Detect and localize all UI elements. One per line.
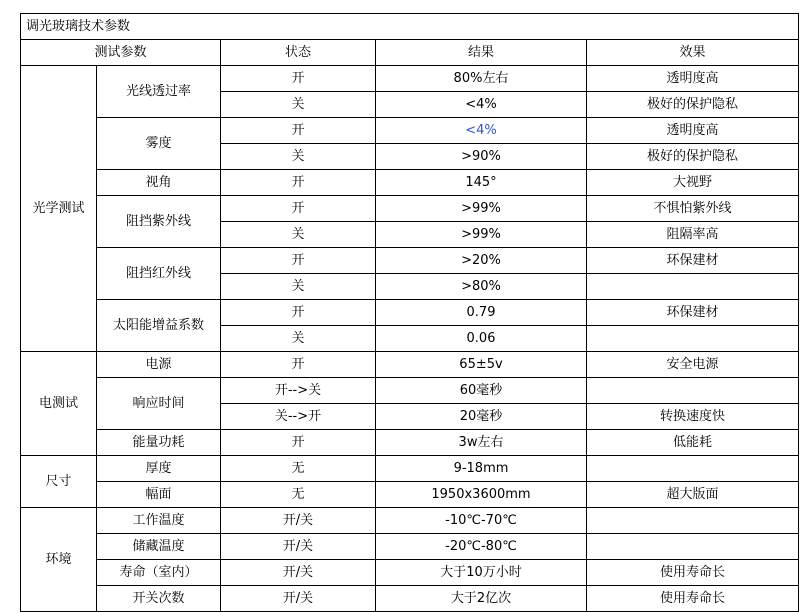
param-width: 幅面 bbox=[97, 482, 221, 508]
cell-state: 开 bbox=[221, 196, 376, 222]
header-row bbox=[21, 40, 799, 66]
cell-state: 开 bbox=[221, 430, 376, 456]
cell-effect: 环保建材 bbox=[587, 300, 799, 326]
param-transmittance: 光线透过率 bbox=[97, 66, 221, 118]
cell-result: >99% bbox=[376, 222, 587, 248]
cell-state: 开 bbox=[221, 66, 376, 92]
param-consumption: 能量功耗 bbox=[97, 430, 221, 456]
cell-result: 9-18mm bbox=[376, 456, 587, 482]
table-row bbox=[21, 456, 799, 482]
param-response: 响应时间 bbox=[97, 378, 221, 430]
cell-state: 无 bbox=[221, 456, 376, 482]
cell-result: 80%左右 bbox=[376, 66, 587, 92]
cell-result: >20% bbox=[376, 248, 587, 274]
cell-effect bbox=[587, 274, 799, 300]
group-size: 尺寸 bbox=[21, 456, 97, 508]
cell-effect bbox=[587, 456, 799, 482]
cell-result: 3w左右 bbox=[376, 430, 587, 456]
cell-effect bbox=[587, 534, 799, 560]
cell-effect: 大视野 bbox=[587, 170, 799, 196]
table-row bbox=[21, 248, 799, 274]
param-solar-gain: 太阳能增益系数 bbox=[97, 300, 221, 352]
cell-effect: 安全电源 bbox=[587, 352, 799, 378]
cell-effect: 阻隔率高 bbox=[587, 222, 799, 248]
param-power: 电源 bbox=[97, 352, 221, 378]
cell-result: 65±5v bbox=[376, 352, 587, 378]
cell-state: 开 bbox=[221, 300, 376, 326]
cell-effect bbox=[587, 508, 799, 534]
table-row bbox=[21, 300, 799, 326]
cell-state: 关-->开 bbox=[221, 404, 376, 430]
cell-state: 关 bbox=[221, 92, 376, 118]
cell-state: 关 bbox=[221, 274, 376, 300]
cell-state: 关 bbox=[221, 222, 376, 248]
table-title: 调光玻璃技术参数 bbox=[21, 14, 799, 40]
cell-effect: 转换速度快 bbox=[587, 404, 799, 430]
cell-result: 60毫秒 bbox=[376, 378, 587, 404]
cell-result: >99% bbox=[376, 196, 587, 222]
cell-effect: 超大版面 bbox=[587, 482, 799, 508]
param-view-angle: 视角 bbox=[97, 170, 221, 196]
param-storage-temp: 储藏温度 bbox=[97, 534, 221, 560]
table-row bbox=[21, 66, 799, 92]
cell-effect bbox=[587, 326, 799, 352]
cell-effect: 极好的保护隐私 bbox=[587, 144, 799, 170]
cell-effect: 透明度高 bbox=[587, 118, 799, 144]
spec-table bbox=[20, 13, 799, 612]
cell-state: 开/关 bbox=[221, 534, 376, 560]
title-row bbox=[21, 14, 799, 40]
param-uv: 阻挡紫外线 bbox=[97, 196, 221, 248]
cell-state: 开/关 bbox=[221, 508, 376, 534]
table-row bbox=[21, 430, 799, 456]
table-row bbox=[21, 534, 799, 560]
table-row bbox=[21, 586, 799, 612]
table-row bbox=[21, 118, 799, 144]
cell-result: -10℃-70℃ bbox=[376, 508, 587, 534]
cell-result: 大于2亿次 bbox=[376, 586, 587, 612]
cell-state: 开/关 bbox=[221, 586, 376, 612]
cell-result: >90% bbox=[376, 144, 587, 170]
cell-result: 20毫秒 bbox=[376, 404, 587, 430]
cell-result: >80% bbox=[376, 274, 587, 300]
group-environment: 环境 bbox=[21, 508, 97, 612]
cell-effect: 环保建材 bbox=[587, 248, 799, 274]
param-haze: 雾度 bbox=[97, 118, 221, 170]
header-effect: 效果 bbox=[587, 40, 799, 66]
cell-state: 开 bbox=[221, 352, 376, 378]
header-param: 测试参数 bbox=[21, 40, 221, 66]
table-row bbox=[21, 482, 799, 508]
cell-effect: 不惧怕紫外线 bbox=[587, 196, 799, 222]
group-electrical: 电测试 bbox=[21, 352, 97, 456]
cell-state: 开-->关 bbox=[221, 378, 376, 404]
cell-result: -20℃-80℃ bbox=[376, 534, 587, 560]
table-row bbox=[21, 508, 799, 534]
table-row bbox=[21, 352, 799, 378]
cell-state: 关 bbox=[221, 326, 376, 352]
cell-result: 0.79 bbox=[376, 300, 587, 326]
cell-state: 关 bbox=[221, 144, 376, 170]
header-result: 结果 bbox=[376, 40, 587, 66]
cell-state: 开 bbox=[221, 170, 376, 196]
table-row bbox=[21, 196, 799, 222]
cell-result: 大于10万小时 bbox=[376, 560, 587, 586]
header-state: 状态 bbox=[221, 40, 376, 66]
param-ir: 阻挡红外线 bbox=[97, 248, 221, 300]
cell-result: 1950x3600mm bbox=[376, 482, 587, 508]
cell-result: <4% bbox=[376, 92, 587, 118]
param-work-temp: 工作温度 bbox=[97, 508, 221, 534]
table-row bbox=[21, 170, 799, 196]
table-row bbox=[21, 560, 799, 586]
cell-state: 开 bbox=[221, 118, 376, 144]
cell-result: 0.06 bbox=[376, 326, 587, 352]
param-thickness: 厚度 bbox=[97, 456, 221, 482]
cell-state: 开 bbox=[221, 248, 376, 274]
cell-effect: 极好的保护隐私 bbox=[587, 92, 799, 118]
cell-effect: 透明度高 bbox=[587, 66, 799, 92]
table-row bbox=[21, 378, 799, 404]
cell-state: 开/关 bbox=[221, 560, 376, 586]
group-optical: 光学测试 bbox=[21, 66, 97, 352]
cell-result: <4% bbox=[376, 118, 587, 144]
cell-effect: 使用寿命长 bbox=[587, 560, 799, 586]
param-switch-count: 开关次数 bbox=[97, 586, 221, 612]
param-life-indoor: 寿命（室内） bbox=[97, 560, 221, 586]
cell-effect: 使用寿命长 bbox=[587, 586, 799, 612]
cell-effect bbox=[587, 378, 799, 404]
cell-result: 145° bbox=[376, 170, 587, 196]
cell-state: 无 bbox=[221, 482, 376, 508]
cell-effect: 低能耗 bbox=[587, 430, 799, 456]
